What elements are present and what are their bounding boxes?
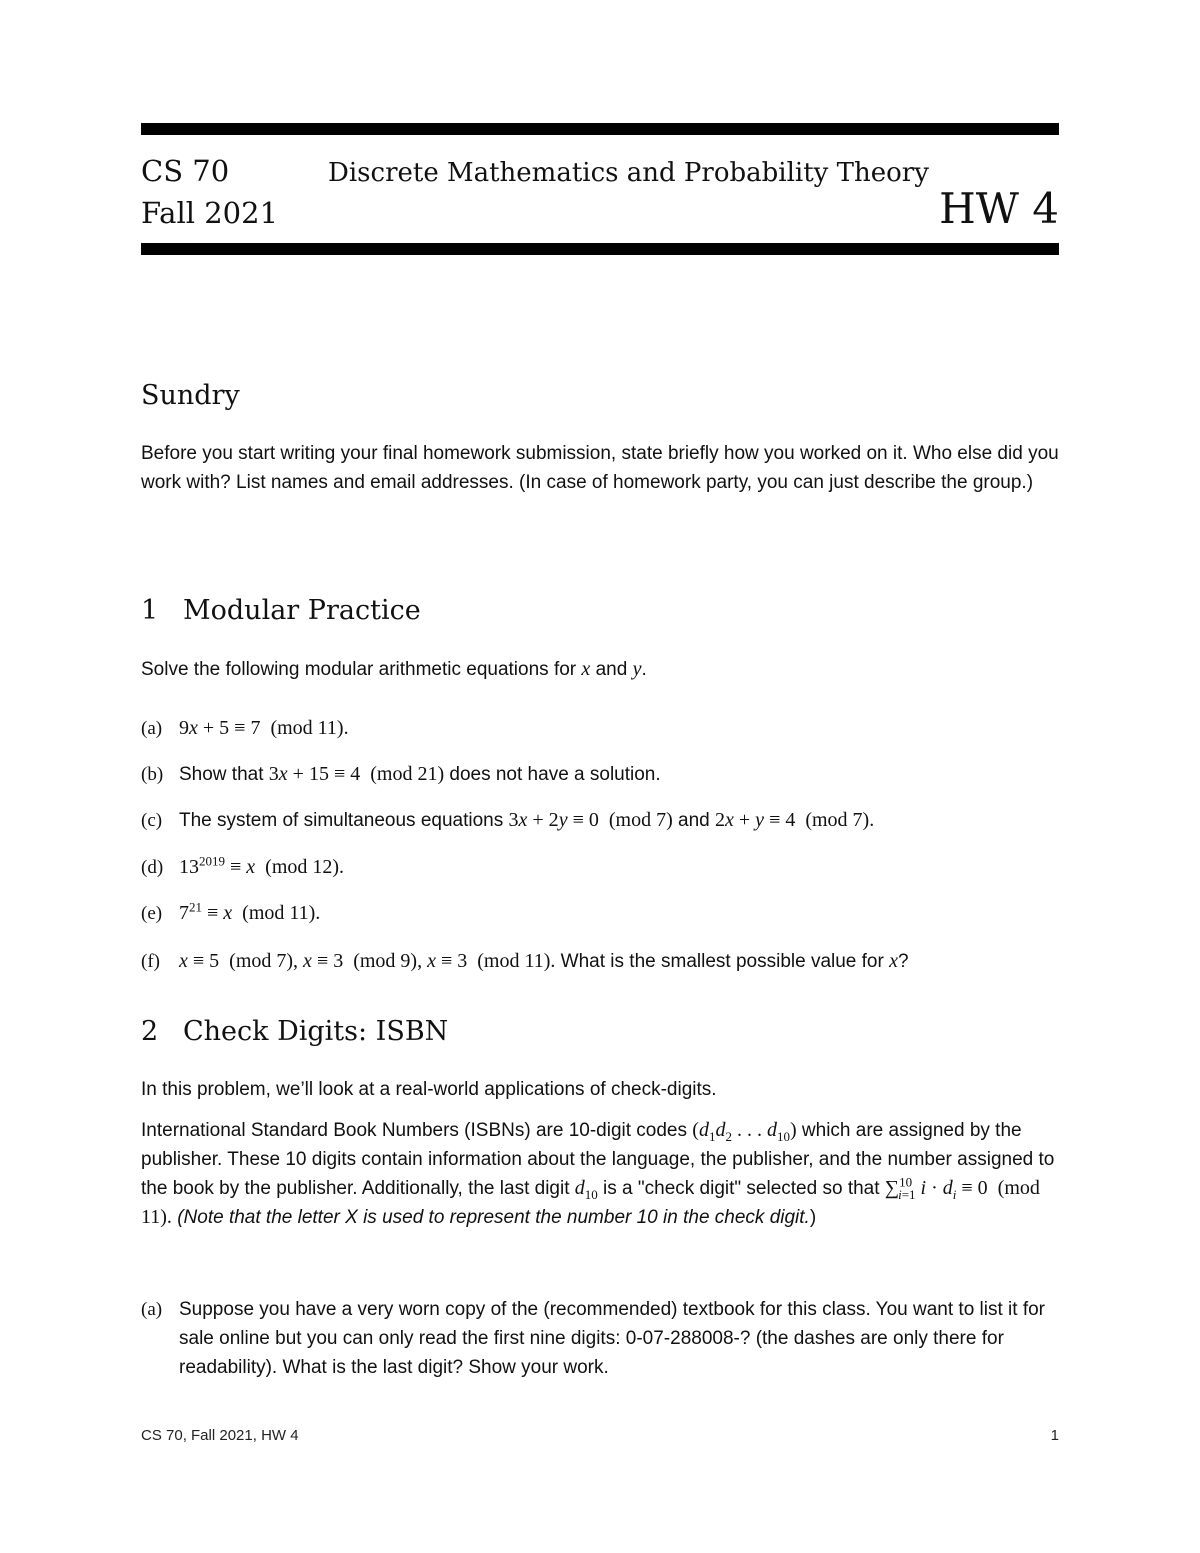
part-text: does not have a solution. (444, 764, 661, 785)
problem-2-heading (141, 1016, 448, 1047)
part-label: (a) (141, 1299, 163, 1320)
note-text: (Note that the letter X is used to represent the number 10 in the check digit. (177, 1207, 810, 1228)
part-text: and (672, 810, 715, 831)
part-text: Show that (179, 764, 269, 785)
problem-1-intro (141, 655, 1059, 684)
page-number: 1 (1050, 1427, 1059, 1444)
equation: 3x + 15 ≡ 4 (mod 21) (268, 763, 445, 785)
equation: 9x + 5 ≡ 7 (mod 11). (179, 717, 349, 739)
intro-text: and (590, 659, 633, 680)
part-label: (d) (141, 857, 164, 878)
part-label: (a) (141, 718, 163, 739)
check-digit-var: $d_{10}$ (574, 1177, 598, 1202)
part-text: The system of simultaneous equations (179, 810, 509, 831)
part-label: (c) (141, 810, 163, 831)
part-text: What is the smallest possible value for (555, 951, 890, 972)
para-text: ) (809, 1207, 817, 1228)
section-heading-sundry: Sundry (141, 380, 240, 411)
problem-2-number: 2 (141, 1016, 159, 1047)
equation: 3x + 2y ≡ 0 (mod 7) (508, 809, 673, 831)
equation: x ≡ 5 (mod 7), x ≡ 3 (mod 9), x ≡ 3 (mod 11). (179, 950, 556, 972)
checksum-formula: ∑$^{10}_{i=1}$ $i \cdot d_i \equiv 0$ (mod 11). (141, 1174, 1040, 1228)
footer-label: CS 70, Fall 2021, HW 4 (141, 1427, 299, 1444)
isbn-digits-expr: ($d_1d_2$ . . . $d_{10}$) (692, 1119, 797, 1144)
problem-1-part-c (141, 806, 1059, 835)
intro-text: Solve the following modular arithmetic equations for (141, 659, 582, 680)
course-term: Fall 2021 (141, 196, 279, 230)
problem-2-part-a (141, 1295, 1059, 1382)
problem-1-number: 1 (141, 595, 159, 626)
var-x: x (889, 950, 898, 972)
part-label: (b) (141, 764, 164, 785)
part-label: (f) (141, 951, 160, 972)
problem-2-intro: In this problem, we’ll look at a real-world applications of check-digits. (141, 1079, 717, 1100)
equation: $7^{21} \equiv x$ (mod 11). (179, 899, 321, 924)
problem-1-part-a (141, 714, 1059, 743)
problem-2-isbn-paragraph (141, 1116, 1059, 1232)
var-y: y (632, 658, 642, 680)
part-text: Suppose you have a very worn copy of the (recommended) textbook for this class. You want to list it for sale online but you can only read the first nine digits: 0-07-288008-? (the dashes are only there for readability). What is the last digit? Show your work. (179, 1299, 1046, 1378)
problem-1-title: Modular Practice (183, 595, 421, 626)
problem-1-part-e (141, 899, 1059, 928)
intro-text: . (641, 659, 647, 680)
para-text: International Standard Book Numbers (ISBNs) are 10-digit codes (141, 1120, 693, 1141)
problem-1-part-d (141, 853, 1059, 882)
header-bottom-rule (141, 243, 1059, 255)
problem-1-heading (141, 595, 421, 626)
sundry-paragraph: Before you start writing your final homework submission, state briefly how you worked on it. Who else did you work with? List names and email addresses. (In case of homework party, you can just describe the group.) (141, 443, 1059, 493)
para-text: which are assigned by the publisher. These 10 digits contain information about the language, the publisher, and the number assigned to the book by the publisher. Additionally, the last digit (141, 1120, 1055, 1199)
problem-2-title: Check Digits: ISBN (183, 1016, 449, 1047)
course-title: Discrete Mathematics and Probability Theory (328, 158, 929, 188)
equation: 2x + y ≡ 4 (mod 7). (715, 809, 875, 831)
course-code: CS 70 (141, 154, 230, 188)
part-label: (e) (141, 903, 163, 924)
problem-1-part-b (141, 760, 1059, 789)
var-x: x (581, 658, 591, 680)
problem-1-part-f: (f) x ≡ 5 (mod 7), x ≡ 3 (mod 9), x ≡ 3 (mod 11). What is the smallest possible value for x? (141, 947, 1059, 976)
header-top-rule (141, 123, 1059, 135)
homework-number: HW 4 (939, 184, 1059, 233)
equation: $13^{2019} \equiv x$ (mod 12). (179, 853, 345, 878)
para-text: is a "check digit" selected so that (597, 1178, 885, 1199)
